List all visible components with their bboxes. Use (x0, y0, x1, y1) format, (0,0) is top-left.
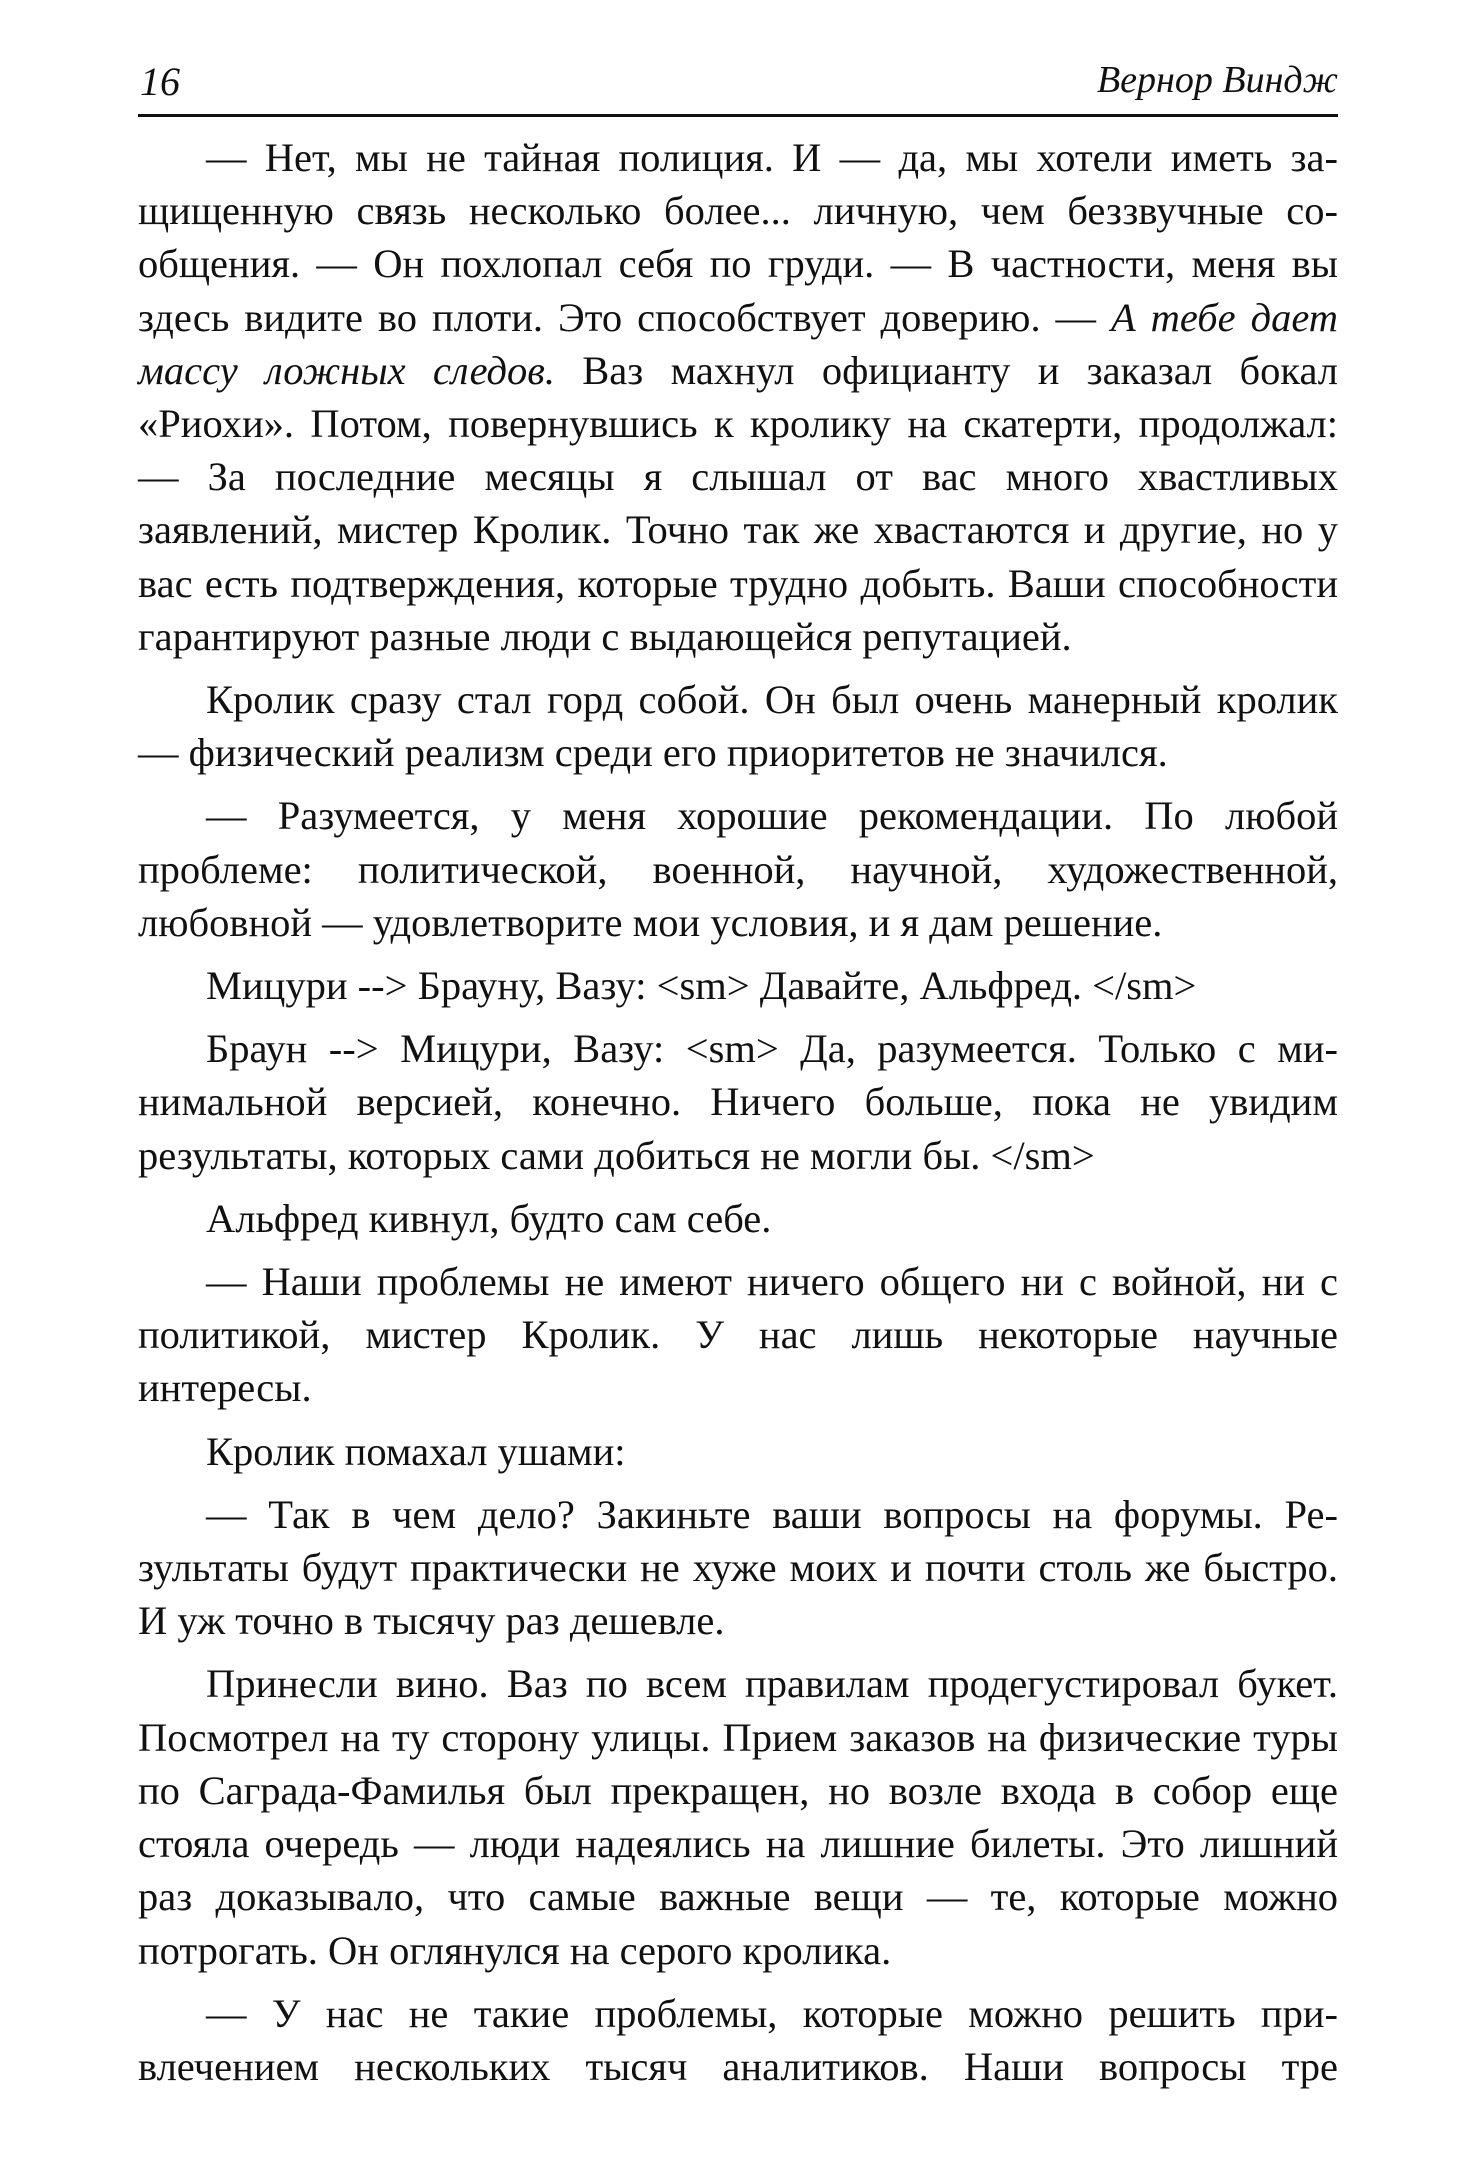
paragraph-text: — Нет, мы не тайная полиция. И — да, мы хотели иметь защищенную связь несколько более... личную, чем беззвучные сообщения. — Он похлопал себя по груди. — В частности, меня вы здесь видите во плоти. Это способствует доверию. — (138, 135, 1338, 340)
paragraph (138, 131, 1338, 663)
page-number: 16 (140, 59, 180, 104)
paragraph-text: Ваз махнул официанту и заказал бокал «Риохи». Потом, повернувшись к кролику на скатерти, продолжал: — За последние месяцы я слышал от вас много хвастливых заявлений, мистер Кролик. Точно так же хвастаются и другие, но у вас есть подтверждения, которые трудно добыть. Ваши способности гарантируют разные люди с выдающейся репутацией. (138, 347, 1338, 659)
body-text (138, 131, 1338, 2093)
paragraph: Принесли вино. Ваз по всем правилам продегустировал букет. Посмотрел на ту сторону улицы. Прием заказов на физические туры по Саграда-Фамилья был прекращен, но возле входа в собор еще стояла очередь — люди надеялись на лишние билеты. Это лишний раз доказывало, что самые важные вещи — те, которые можно потрогать. Он оглянулся на серого кролика. (138, 1661, 1338, 1973)
paragraph: Кролик помахал ушами: (206, 1428, 626, 1474)
running-head: Вернор Виндж (1096, 59, 1338, 101)
paragraph: — Наши проблемы не имеют ничего общего ни с войной, ни с политикой, мистер Кролик. У нас лишь некоторые научные интересы. (138, 1259, 1338, 1411)
paragraph: — Разумеется, у меня хорошие рекомендации. По любой проблеме: политической, военной, научной, художественной, любовной — удовлетворите мои условия, и я дам решение. (138, 793, 1338, 945)
page-header (138, 52, 1338, 117)
paragraph: — У нас не такие проблемы, которые можно решить привлечением нескольких тысяч аналитиков. Наши вопросы тре (138, 1990, 1338, 2089)
paragraph: Браун --> Мицури, Вазу: <sm> Да, разумеется. Только с минимальной версией, конечно. Ничего больше, пока не увидим результаты, которых сами добиться не могли бы. </sm> (138, 1026, 1338, 1178)
paragraph: Кролик сразу стал горд собой. Он был очень манерный кролик — физический реализм среди его приоритетов не значился. (138, 677, 1338, 776)
italic-text: А тебе дает массу ложных следов. (138, 294, 1339, 393)
paragraph: — Так в чем дело? Закиньте ваши вопросы на форумы. Результаты будут практически не хуже моих и почти столь же быстро. И уж точно в тысячу раз дешевле. (138, 1491, 1338, 1644)
paragraph: Альфред кивнул, будто сам себе. (206, 1195, 772, 1241)
book-page (138, 52, 1338, 2093)
paragraph: Мицури --> Брауну, Вазу: <sm> Давайте, Альфред. </sm> (206, 963, 1197, 1009)
